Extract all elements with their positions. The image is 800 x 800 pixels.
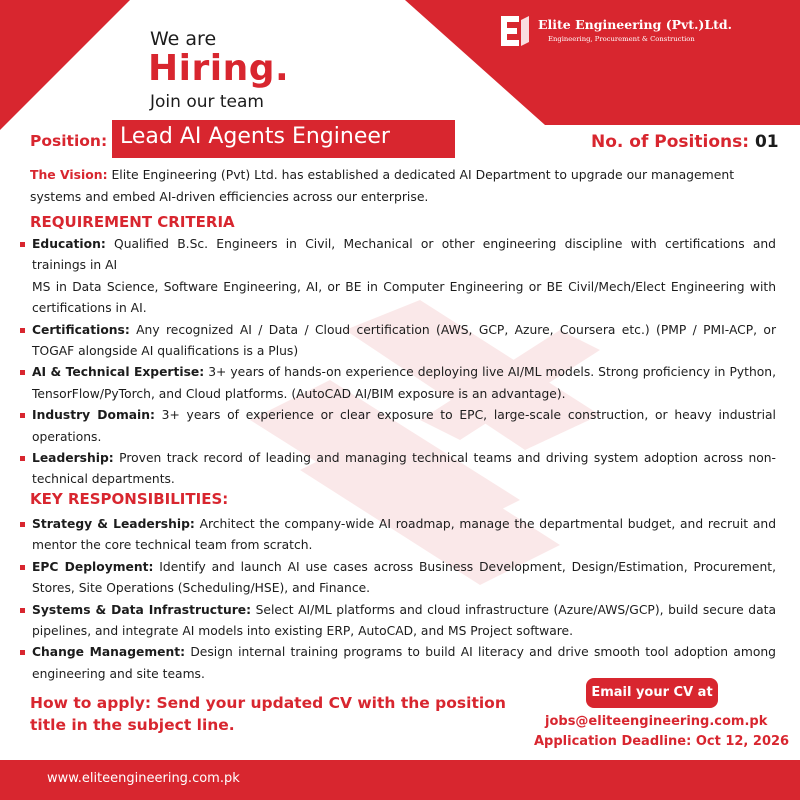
- list-item: [16, 514, 776, 557]
- positions-count-value: 01: [754, 132, 779, 152]
- item-label: Industry Domain:: [32, 408, 155, 423]
- item-label: Education:: [32, 237, 106, 251]
- position-label: Position:: [30, 132, 108, 150]
- application-deadline: Application Deadline: Oct 12, 2026: [534, 734, 790, 749]
- bullet-icon: [20, 565, 25, 570]
- item-label: Strategy & Leadership:: [32, 517, 195, 531]
- item-text: Proven track record of leading and managing technical teams and driving system adoption across non-technical departments.: [32, 451, 776, 487]
- position-title: Lead AI Agents Engineer: [112, 120, 455, 158]
- item-label: Leadership:: [32, 451, 114, 466]
- item-label: Systems & Data Infrastructure:: [32, 602, 252, 617]
- we-are-text: We are: [150, 28, 217, 50]
- list-item: [16, 448, 776, 491]
- responsibilities-list: [16, 514, 776, 685]
- requirements-heading: REQUIREMENT CRITERIA: [30, 213, 235, 231]
- list-item: [16, 405, 776, 448]
- item-label: Certifications:: [32, 322, 130, 337]
- item-text: Select AI/ML platforms and cloud infrastructure (Azure/AWS/GCP), build secure data pipelines, and integrate AI models into existing ERP, AutoCAD, and MS Project software.: [32, 602, 777, 639]
- company-name: Elite Engineering (Pvt.)Ltd.: [538, 17, 732, 32]
- list-item: [16, 320, 776, 363]
- item-label: Change Management:: [32, 645, 186, 660]
- bullet-icon: [20, 456, 25, 461]
- bullet-icon: [20, 370, 25, 375]
- vision-text: Elite Engineering (Pvt) Ltd. has established a dedicated AI Department to upgrade our management systems and embed AI-driven efficiencies across our enterprise.: [30, 167, 735, 204]
- item-text-continued: MS in Data Science, Software Engineering, AI, or BE in Computer Engineering or BE Civil/Mech/Elect Engineering with certifications in AI.: [32, 279, 776, 316]
- list-item: [16, 557, 776, 600]
- email-address-link[interactable]: jobs@eliteengineering.com.pk: [545, 714, 768, 729]
- list-item: [16, 234, 776, 320]
- item-text: 3+ years of experience or clear exposure to EPC, large-scale construction, or heavy industrial operations.: [32, 408, 776, 444]
- item-text: 3+ years of hands-on experience deploying live AI/ML models. Strong proficiency in Python, TensorFlow/PyTorch, and Cloud platforms. (AutoCAD AI/BIM exposure is an advantage).: [32, 365, 777, 401]
- bullet-icon: [20, 328, 25, 333]
- bullet-icon: [20, 413, 25, 418]
- positions-count-label: No. of Positions:: [591, 132, 750, 152]
- how-to-apply: How to apply: Send your updated CV with the position title in the subject line.: [30, 694, 506, 734]
- vision-label: The Vision:: [30, 167, 108, 182]
- responsibilities-heading: KEY RESPONSIBILITIES:: [30, 490, 229, 508]
- list-item: [16, 600, 776, 643]
- item-text: Qualified B.Sc. Engineers in Civil, Mechanical or other engineering discipline with certifications and trainings in AI: [32, 237, 776, 273]
- bullet-icon: [20, 522, 25, 527]
- vision-paragraph: [30, 164, 778, 207]
- website-link[interactable]: www.eliteengineering.com.pk: [47, 771, 240, 786]
- bullet-icon: [20, 650, 25, 655]
- item-text: Any recognized AI / Data / Cloud certification (AWS, GCP, Azure, Coursera etc.) (PMP / PMI-ACP, or TOGAF alongside AI qualifications is a Plus): [32, 322, 776, 359]
- elite-engineering-logo-icon: [497, 12, 531, 50]
- requirements-list: [16, 234, 776, 491]
- positions-count: [591, 132, 779, 152]
- item-label: EPC Deployment:: [32, 559, 154, 574]
- item-label: AI & Technical Expertise:: [32, 365, 205, 380]
- email-cv-button[interactable]: Email your CV at: [586, 678, 718, 708]
- bullet-icon: [20, 608, 25, 613]
- company-tagline: Engineering, Procurement & Construction: [548, 35, 695, 43]
- bullet-icon: [20, 242, 25, 247]
- item-text: Design internal training programs to build AI literacy and drive smooth tool adoption among engineering and site teams.: [32, 645, 776, 681]
- hiring-headline: Hiring.: [148, 48, 290, 89]
- top-left-triangle: [0, 0, 130, 130]
- item-text: Architect the company-wide AI roadmap, manage the departmental budget, and recruit and mentor the core technical team from scratch.: [32, 517, 777, 553]
- item-text: Identify and launch AI use cases across Business Development, Design/Estimation, Procurement, Stores, Site Operations (Scheduling/HSE), and Finance.: [32, 559, 776, 596]
- list-item: [16, 362, 776, 405]
- join-team-text: Join our team: [150, 92, 264, 112]
